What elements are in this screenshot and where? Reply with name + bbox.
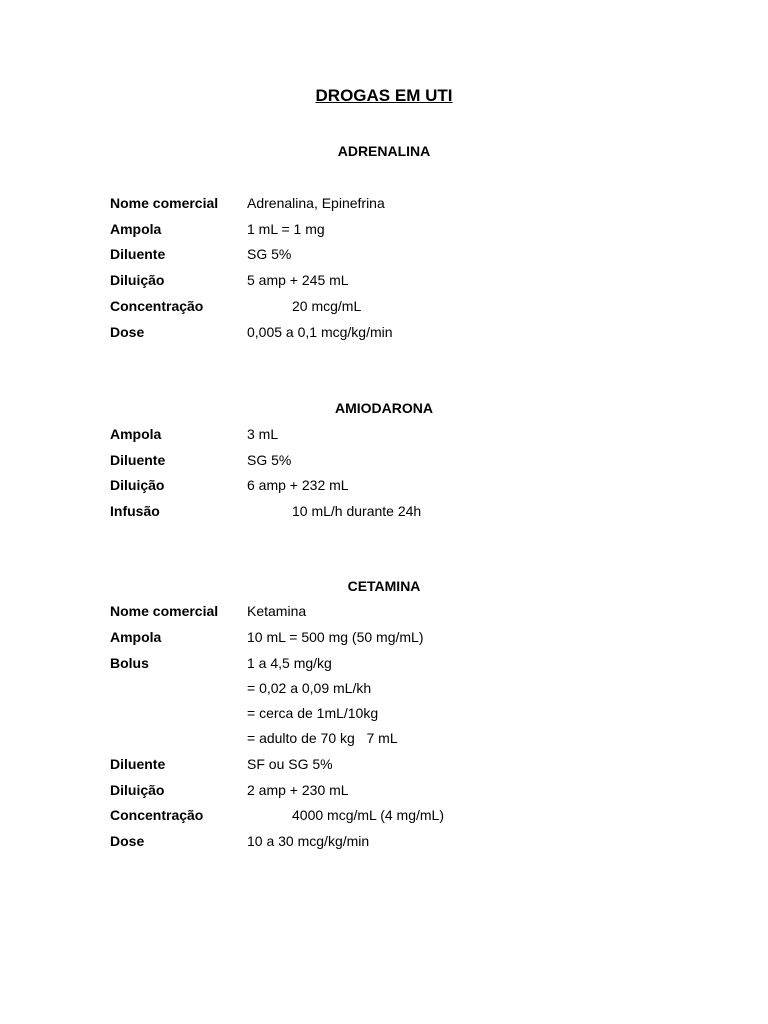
field-value: 20 mcg/mL [292, 298, 362, 314]
field-label: Nome comercial [110, 603, 219, 619]
field-label: Bolus [110, 655, 149, 671]
field-value: = cerca de 1mL/10kg [247, 705, 379, 721]
field-value: 5 amp + 245 mL [247, 272, 349, 288]
field-label: Ampola [110, 221, 162, 237]
section-title-amiodarona: AMIODARONA [335, 400, 433, 416]
field-value: SG 5% [247, 452, 292, 468]
field-value: Ketamina [247, 603, 307, 619]
field-value: Adrenalina, Epinefrina [247, 195, 385, 211]
field-value: 3 mL [247, 426, 279, 442]
field-label: Nome comercial [110, 195, 219, 211]
field-label: Diluente [110, 246, 166, 262]
field-label: Diluente [110, 452, 166, 468]
field-label: Diluição [110, 477, 165, 493]
field-value: SF ou SG 5% [247, 756, 333, 772]
document-title: DROGAS EM UTI [315, 86, 453, 105]
field-value: 2 amp + 230 mL [247, 782, 349, 798]
field-label: Diluente [110, 756, 166, 772]
field-label: Concentração [110, 807, 204, 823]
section-title-cetamina: CETAMINA [347, 578, 421, 594]
field-value: 0,005 a 0,1 mcg/kg/min [247, 324, 393, 340]
field-label: Concentração [110, 298, 204, 314]
field-label: Diluição [110, 782, 165, 798]
field-label: Diluição [110, 272, 165, 288]
field-value: = adulto de 70 kg 7 mL [247, 730, 398, 746]
field-value: 10 mL = 500 mg (50 mg/mL) [247, 629, 424, 645]
section-title-adrenalina: ADRENALINA [337, 143, 431, 159]
field-value: 10 mL/h durante 24h [292, 503, 422, 519]
field-label: Ampola [110, 426, 162, 442]
field-value: 1 a 4,5 mg/kg [247, 655, 332, 671]
field-value: 1 mL = 1 mg [247, 221, 325, 237]
field-label: Infusão [110, 503, 160, 519]
field-value: SG 5% [247, 246, 292, 262]
field-value: 10 a 30 mcg/kg/min [247, 833, 370, 849]
field-label: Dose [110, 833, 145, 849]
field-value: = 0,02 a 0,09 mL/kh [247, 680, 372, 696]
field-value: 6 amp + 232 mL [247, 477, 349, 493]
field-label: Ampola [110, 629, 162, 645]
field-value: 4000 mcg/mL (4 mg/mL) [292, 807, 444, 823]
field-label: Dose [110, 324, 145, 340]
